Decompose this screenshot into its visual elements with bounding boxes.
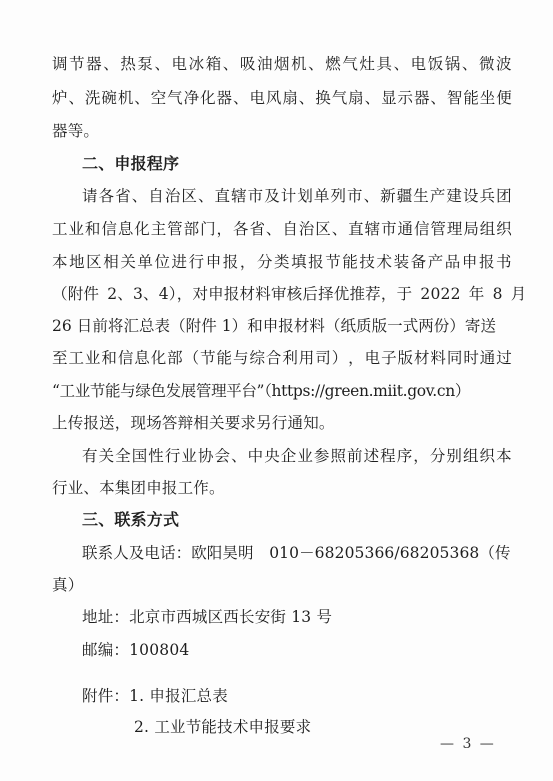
contact-person-line: 联系人及电话：欧阳昊明 010－68205366/68205368（传 xyxy=(82,544,511,562)
paragraph-line: 至 工 业 和 信 息 化 部 （ 节 能 与 综 合 利 用 司 ） ， 电 子 版 材 料 同 时 通 过 xyxy=(52,349,512,367)
attachment-item-1: 附件：1. 申报汇总表 xyxy=(82,687,228,705)
paragraph-line: 调 节 器 、 热 泵 、 电 冰 箱 、 吸 油 烟 机 、 燃 气 灶 具 、 电 饭 锅 、 微 波 xyxy=(52,55,512,73)
paragraph-line-with-url: “工业节能与绿色发展管理平台”（https://green.miit.gov.cn） xyxy=(52,382,470,400)
paragraph-line: 炉 、 洗 碗 机 、 空 气 净 化 器 、 电 风 扇 、 换 气 扇 、 显 示 器 、 智 能 坐 便 xyxy=(52,89,512,107)
paragraph-line: 上传报送，现场答辩相关要求另行通知。 xyxy=(52,414,335,432)
paragraph-line: （附件 2、3、4），对申报材料审核后择优推荐，于 2022 年 8 月 xyxy=(52,285,527,303)
attachment-item-2: 2. 工业节能技术申报要求 xyxy=(134,718,312,736)
paragraph-line: 26 日前将汇总表（附件 1）和申报材料（纸质版一式两份）寄送 xyxy=(52,317,496,335)
address-line: 地址：北京市西城区西长安街 13 号 xyxy=(82,608,333,626)
paragraph-line: 请 各 省 、 自 治 区 、 直 辖 市 及 计 划 单 列 市 、 新 疆 生 产 建 设 兵 团 xyxy=(82,187,512,205)
postcode-line: 邮编：100804 xyxy=(82,641,190,659)
section-heading-contact: 三、联系方式 xyxy=(82,510,180,529)
paragraph-line: 工 业 和 信 息 化 主 管 部 门 ， 各 省 、 自 治 区 、 直 辖 市 通 信 管 理 局 组 织 xyxy=(52,220,512,238)
paragraph-line: 器等。 xyxy=(52,122,100,140)
paragraph-line: 本 地 区 相 关 单 位 进 行 申 报 ， 分 类 填 报 节 能 技 术 装 备 产 品 申 报 书 xyxy=(52,253,512,271)
paragraph-line: 有 关 全 国 性 行 业 协 会 、 中 央 企 业 参 照 前 述 程 序 ， 分 别 组 织 本 xyxy=(82,447,512,465)
section-heading-application-procedure: 二、申报程序 xyxy=(82,154,180,173)
page-number: — 3 — xyxy=(440,736,496,752)
contact-person-line-continued: 真） xyxy=(52,576,84,594)
paragraph-line: 行业、本集团申报工作。 xyxy=(52,479,225,497)
